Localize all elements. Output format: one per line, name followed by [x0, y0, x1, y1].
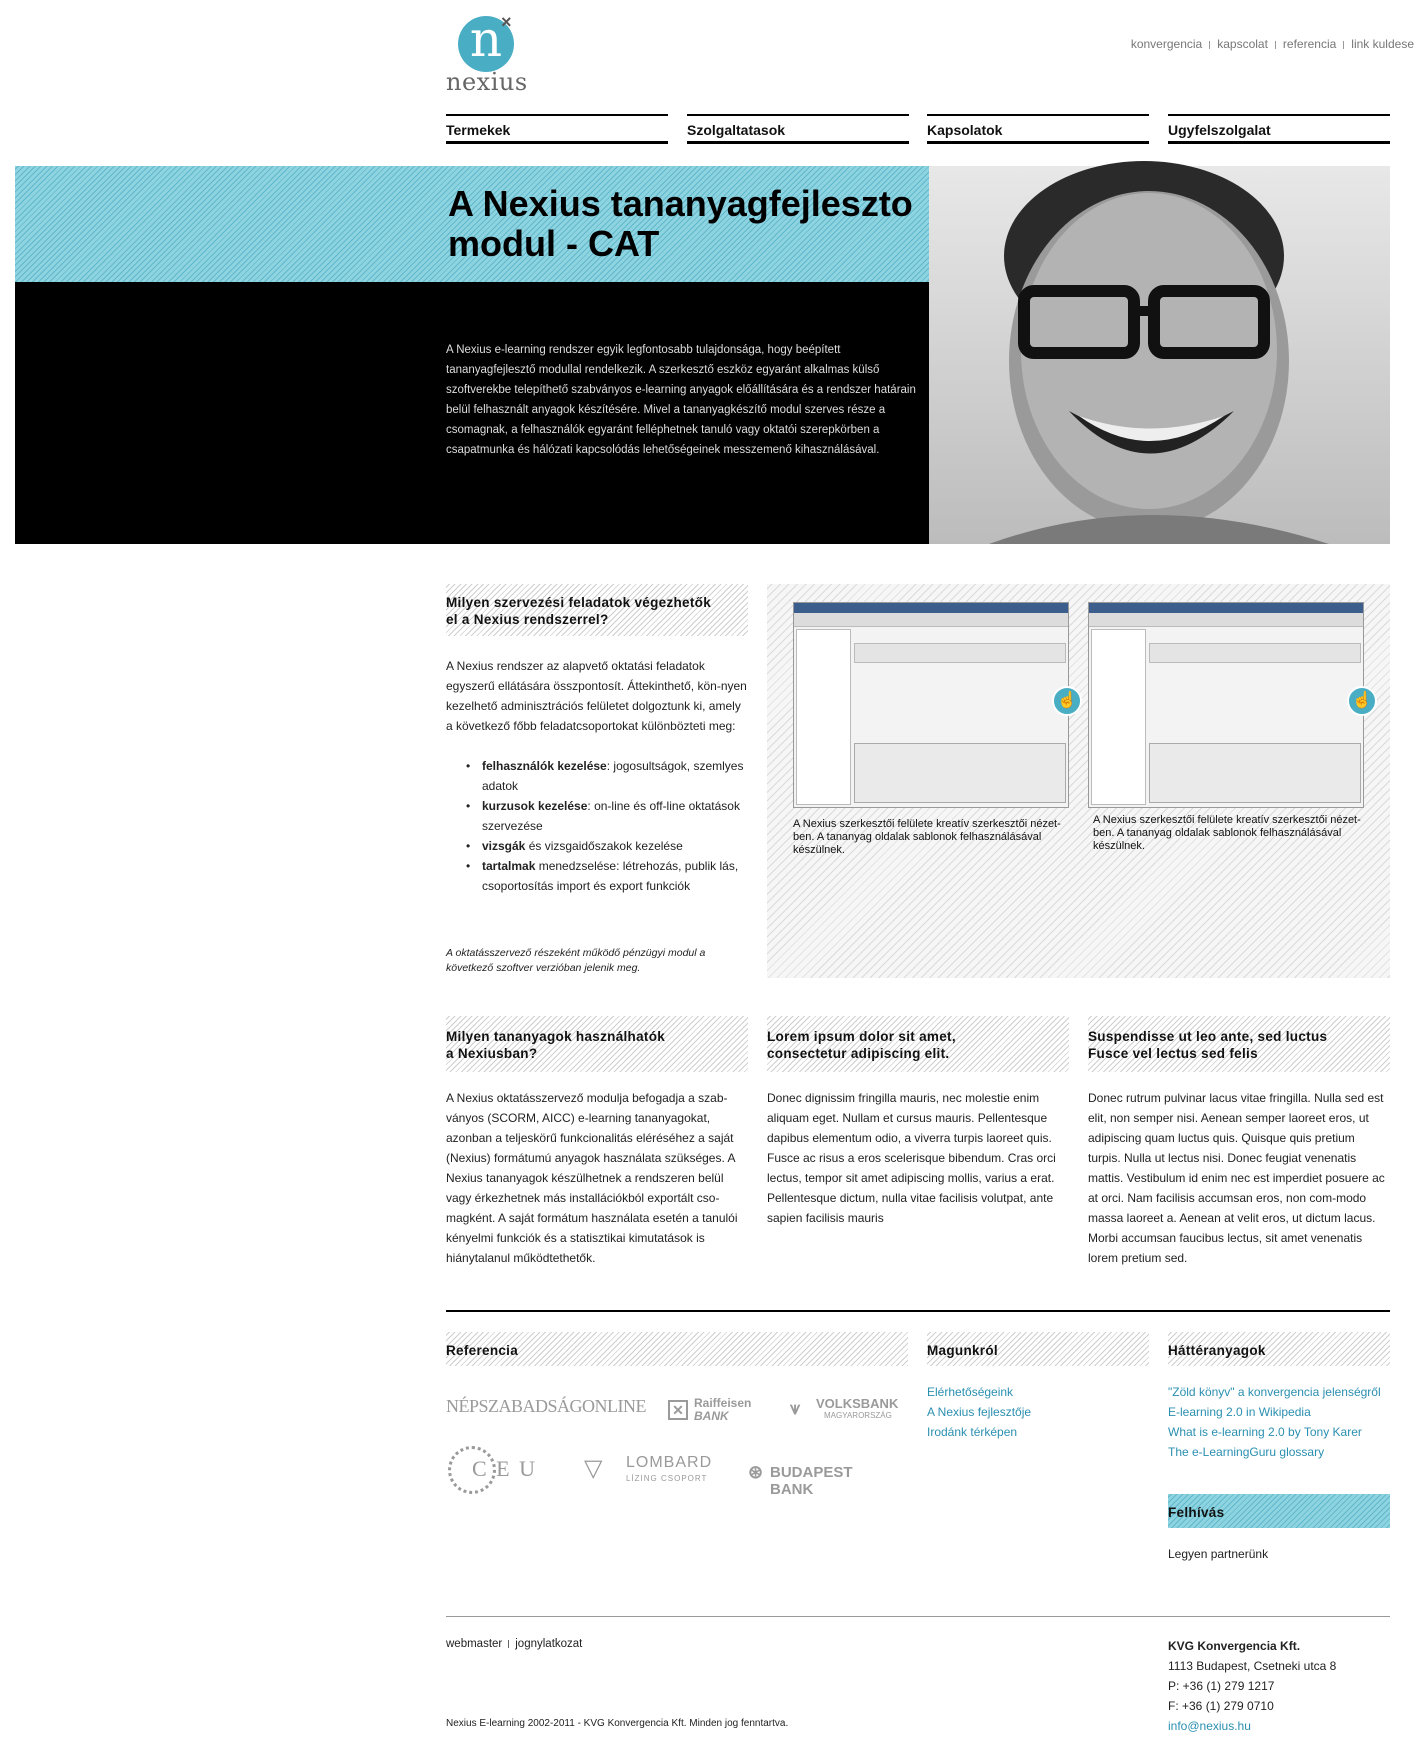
logo-letter: n [469, 10, 503, 68]
screenshot-thumbnail[interactable] [1088, 602, 1364, 808]
nepszabadsag-logo[interactable]: NÉPSZABADSÁGONLINE [446, 1396, 647, 1416]
column-heading: Milyen tananyagok használhatók a Nexiusban? [446, 1029, 666, 1061]
tasks-note: A oktatásszervező részeként működő pénzügyi modul a következő szoftver verzióban jelenik meg. [446, 947, 706, 974]
hatter-heading: Háttéranyagok [1168, 1343, 1266, 1358]
volksbank-icon: ⩛ [790, 1398, 801, 1418]
topnav-kapcsolat[interactable]: kapscolat [1217, 37, 1268, 51]
company-email[interactable]: info@nexius.hu [1168, 1719, 1251, 1733]
separator [1343, 41, 1344, 49]
window-toolbar [1089, 613, 1363, 627]
link-jognyilatkozat[interactable]: jognylatkozat [515, 1638, 583, 1650]
properties-panel [854, 743, 1066, 803]
link-terkep[interactable]: Irodánk térképen [927, 1425, 1018, 1439]
company-fax: F: +36 (1) 279 0710 [1168, 1699, 1274, 1713]
topnav-referencia[interactable]: referencia [1282, 37, 1337, 51]
link-elerhetosegeink[interactable]: Elérhetőségeink [927, 1385, 1014, 1399]
section-divider [446, 1310, 1390, 1312]
company-phone: P: +36 (1) 279 1217 [1168, 1679, 1275, 1693]
tasks-heading: Milyen szervezési feladatok végezhetők el a Nexius rendszerrel? [446, 595, 712, 627]
portrait-illustration [929, 166, 1390, 544]
logo[interactable] [446, 10, 536, 96]
screenshot-caption: A Nexius szerkesztői felülete kreatív szerkesztői nézet-ben. A tananyag oldalak sablonok felhasználásával készülnek. [1093, 814, 1361, 852]
list-item: • felhasználók kezelése: jogosultságok, szemlyes adatok [466, 759, 744, 793]
field-row [1149, 643, 1361, 663]
link-fejleszto[interactable]: A Nexius fejlesztője [927, 1405, 1032, 1419]
raiffeisen-logo[interactable]: ✕ Raiffeisen BANK [668, 1396, 758, 1426]
footer-links [446, 1638, 582, 1650]
cursor-icon: ☝ [1052, 686, 1082, 716]
hero-photo [929, 166, 1390, 544]
referencia-heading: Referencia [446, 1343, 519, 1358]
link-tony-karer[interactable]: What is e-learning 2.0 by Tony Karer [1168, 1425, 1362, 1439]
link-glossary[interactable]: The e-LearningGuru glossary [1168, 1445, 1325, 1459]
hero-title: A Nexius tananyagfejleszto modul - CAT [448, 183, 913, 264]
separator [508, 1640, 509, 1648]
topnav-link-kuldese[interactable]: link kuldese [1351, 37, 1414, 51]
budapest-bank-icon: ⊛ [748, 1462, 764, 1482]
link-partner[interactable]: Legyen partnerünk [1168, 1547, 1269, 1561]
magunkrol-heading: Magunkról [927, 1343, 998, 1358]
footer-divider [446, 1616, 1390, 1617]
column-text: A Nexius oktatásszervező modulja befogadja a szab-ványos (SCORM, AICC) e-learning tananyagokat, azonban a teljeskörű funkcionalitás eléréséhez a saját (Nexius) formátumú anyagok használata szükséges. A Nexius tananyagok készülhetnek a rendszeren belül vagy érkezhetnek más installációkból exportált cso-magként. A saját formátum használata esetén a tanulói kényelmi funkciók és a statisztikai kimutatások is hiánytalanul működtethetők. [446, 1091, 738, 1265]
cursor-icon: ☝ [1347, 686, 1377, 716]
link-zold-konyv[interactable]: "Zöld könyv" a konvergencia jelenségről [1168, 1385, 1381, 1399]
tree-panel [796, 629, 851, 805]
logo-x-icon: × [501, 12, 512, 32]
column-text: Donec rutrum pulvinar lacus vitae fringilla. Nulla sed est elit, non semper nisi. Aenean semper laoreet eros, ut adipiscing quam luctus quis. Quisque quis pretium turpis. Nulla ut lectus nisi. Donec feugiat venenatis mattis. Vestibulum id enim nec est imperdiet posuere ac at orci. Nam facilisis accumsan eros, non com-modo massa laoreet a. Aenean at velit eros, ut dictum lacus. Morbi accumsan faucibus lectus, sit amet venenatis lorem pretium sed. [1088, 1091, 1385, 1265]
screenshot-caption: A Nexius szerkesztői felülete kreatív szerkesztői nézet-ben. A tananyag oldalak sablonok felhasználásával készülnek. [793, 818, 1061, 856]
column-heading: Lorem ipsum dolor sit amet, consectetur adipiscing elit. [767, 1029, 956, 1061]
top-nav [1014, 37, 1414, 51]
window-titlebar [794, 603, 1068, 613]
separator [1209, 41, 1210, 49]
footer-contact [1168, 1636, 1390, 1736]
nav-kapsolatok[interactable]: Kapsolatok [927, 114, 1149, 144]
logo-text: nexius [446, 68, 528, 96]
nav-ugyfelszolgalat[interactable]: Ugyfelszolgalat [1168, 114, 1390, 144]
window-titlebar [1089, 603, 1363, 613]
tree-panel [1091, 629, 1146, 805]
ceu-logo[interactable]: C E U [446, 1440, 546, 1500]
separator [1275, 41, 1276, 49]
company-address: 1113 Budapest, Csetneki utca 8 [1168, 1659, 1337, 1673]
column-heading: Suspendisse ut leo ante, sed luctus Fusce vel lectus sed felis [1088, 1029, 1328, 1061]
link-webmaster[interactable]: webmaster [446, 1638, 503, 1650]
footer-copyright: Nexius E-learning 2002-2011 - KVG Konvergencia Kft. Minden jog fenntartva. [446, 1718, 789, 1729]
volksbank-logo[interactable]: ⩛ VOLKSBANK MAGYARORSZÁG [790, 1396, 899, 1420]
field-row [854, 643, 1066, 663]
list-item: • vizsgák és vizsgaidőszakok kezelése [466, 839, 683, 853]
list-item: • kurzusok kezelése: on-line és off-line oktatások szervezése [466, 799, 740, 833]
lombard-logo[interactable]: ▽ LOMBARD LÍZING CSOPORT [584, 1454, 713, 1483]
list-item: • tartalmak menedzselése: létrehozás, publik lás, csoportosítás import és export funkciók [466, 859, 739, 893]
budapest-bank-logo[interactable]: ⊛ BUDAPEST BANK [748, 1462, 853, 1498]
felhivas-heading: Felhívás [1168, 1505, 1225, 1520]
hero-description: A Nexius e-learning rendszer egyik legfontosabb tulajdonsága, hogy beépített tananyagfejlesztő modullal rendelkezik. A szerkesztő eszköz egyaránt alkalmas külső szoftverekbe telepíthető szabványos e-learning anyagok előállítására és a rendszer határain belül felhasznált anyagok készítésére. Mivel a tananyagkészítő modul szerves része a csomagnak, a felhasználók egyaránt felléphetnek tanuló vagy oktatói szerepkörben a csapatmunka és hálózati kapcsolódás lehetőségeinek messzemenő kihasználásával. [446, 344, 916, 456]
company-name: KVG Konvergencia Kft. [1168, 1639, 1301, 1653]
column-text: Donec dignissim fringilla mauris, nec molestie enim aliquam eget. Nullam et cursus mauris. Pellentesque dapibus elementum odio, a viverra turpis laoreet quis. Fusce ac risus a eros scelerisque bibendum. Cras orci lectus, tempor sit amet adipiscing mollis, varius a erat. Pellentesque dictum, nulla vitae facilisis volutpat, ante sapien facilisis mauris [767, 1091, 1056, 1225]
tasks-intro: A Nexius rendszer az alapvető oktatási feladatok egyszerű ellátására összpontosít. Áttekinthető, kön-nyen kezelhető adminisztrációs felületet dolgoztunk ki, amely a következő főbb feladatcsoportokat különbözteti meg: [446, 659, 747, 733]
window-toolbar [794, 613, 1068, 627]
properties-panel [1149, 743, 1361, 803]
link-wikipedia[interactable]: E-learning 2.0 in Wikipedia [1168, 1405, 1311, 1419]
nav-termekek[interactable]: Termekek [446, 114, 668, 144]
hatter-links [1168, 1382, 1396, 1462]
screenshot-thumbnail[interactable] [793, 602, 1069, 808]
magunkrol-links [927, 1382, 1149, 1442]
tasks-list [446, 756, 748, 896]
topnav-konvergencia[interactable]: konvergencia [1130, 37, 1203, 51]
raiffeisen-icon: ✕ [668, 1400, 688, 1420]
lombard-icon: ▽ [584, 1455, 603, 1482]
nav-szolgaltatasok[interactable]: Szolgaltatasok [687, 114, 909, 144]
